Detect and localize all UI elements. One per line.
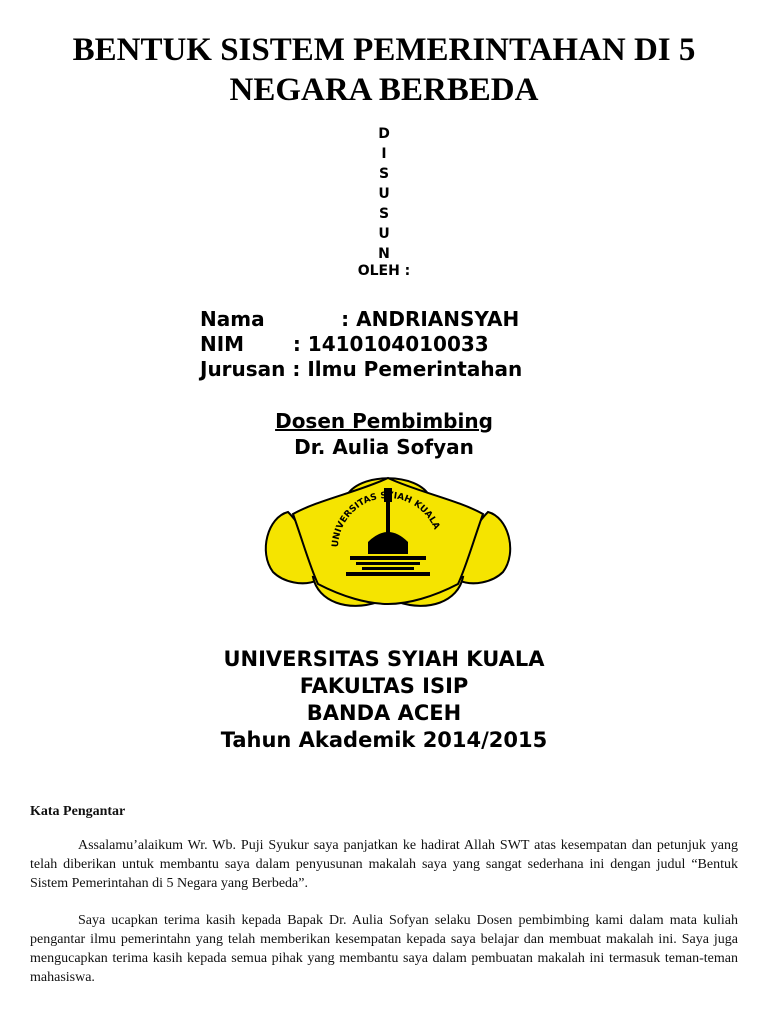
disusun-letter: U bbox=[378, 186, 390, 202]
nim-row: NIM : 1410104010033 bbox=[200, 332, 489, 356]
city-name: BANDA ACEH bbox=[306, 701, 462, 725]
supervisor-heading: Dosen Pembimbing bbox=[275, 409, 493, 433]
jurusan-row: Jurusan : Ilmu Pemerintahan bbox=[200, 357, 523, 381]
disusun-letter: S bbox=[378, 206, 390, 222]
preface-paragraph-1: Assalamu’alaikum Wr. Wb. Puji Syukur saya panjatkan ke hadirat Allah SWT atas kesempatan dan petunjuk yang telah diberikan untuk membantu saya dalam penyusunan makalah saya yang sangat sederhana ini dengan judul “Bentuk Sistem Pemerintahan di 5 Negara yang Berbeda”. bbox=[30, 838, 738, 891]
disusun-letter: D bbox=[378, 126, 390, 142]
student-info bbox=[200, 307, 522, 382]
faculty-name: FAKULTAS ISIP bbox=[299, 674, 469, 698]
disusun-letter: N bbox=[378, 246, 390, 262]
oleh-label: OLEH : bbox=[357, 263, 411, 279]
title-line-1: BENTUK SISTEM PEMERINTAHAN DI 5 bbox=[72, 32, 696, 68]
nama-row: Nama : ANDRIANSYAH bbox=[200, 307, 520, 331]
disusun-letter: S bbox=[378, 166, 390, 182]
preface-paragraph-2: Saya ucapkan terima kasih kepada Bapak Dr. Aulia Sofyan selaku Dosen pembimbing kami dalam mata kuliah pengantar ilmu pemerintahn yang telah memberikan kesempatan kepada saya belajar dan membuat makalah ini. Saya juga mengucapkan terima kasih kepada semua pihak yang membantu saya dalam pembuatan makalah ini termasuk teman-teman mahasiswa. bbox=[30, 913, 738, 985]
preface-section bbox=[30, 804, 738, 1005]
academic-year: Tahun Akademik 2014/2015 bbox=[220, 728, 548, 752]
disusun-letter: U bbox=[378, 226, 390, 242]
university-name: UNIVERSITAS SYIAH KUALA bbox=[223, 647, 545, 671]
disusun-vertical bbox=[334, 124, 434, 264]
university-logo bbox=[258, 472, 518, 612]
preface-heading: Kata Pengantar bbox=[30, 804, 126, 819]
disusun-letter: I bbox=[381, 146, 387, 162]
supervisor-name: Dr. Aulia Sofyan bbox=[294, 435, 474, 459]
logo-text: UNIVERSITAS SYIAH KUALA bbox=[330, 490, 442, 548]
document-title bbox=[20, 30, 748, 110]
title-line-2: NEGARA BERBEDA bbox=[229, 72, 539, 108]
supervisor-block bbox=[184, 408, 584, 460]
university-block bbox=[134, 646, 634, 754]
